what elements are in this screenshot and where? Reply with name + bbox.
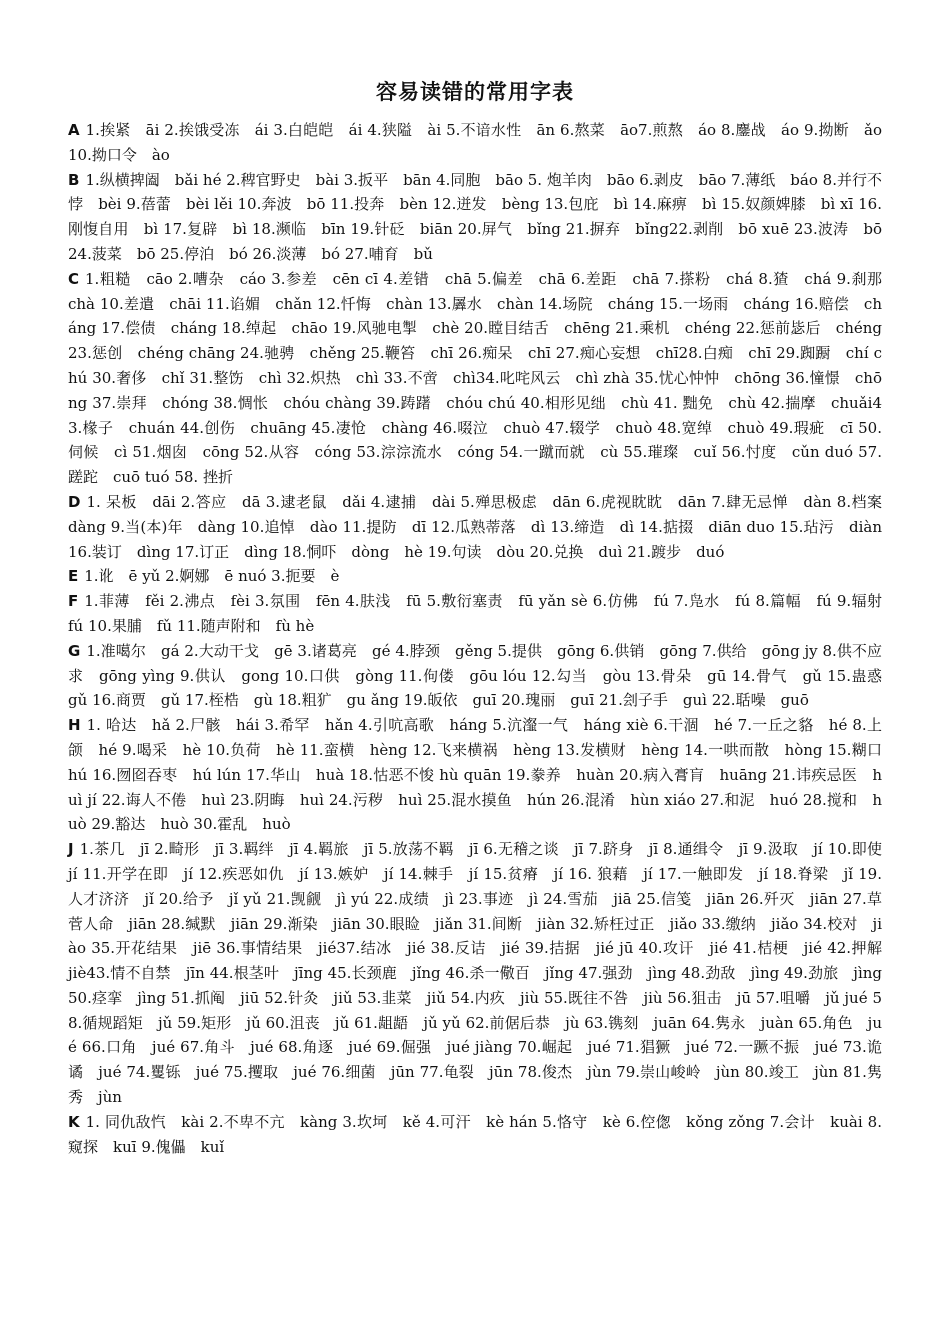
section-a	[68, 118, 882, 168]
section-text: 1.准噶尔 gá 2.大动干戈 gē 3.诸葛亮 gé 4.脖颈 gěng 5.提供 gōng 6.供销 gōng 7.供给 gōng jy 8.供不应求 gōng yìng 9.供认 gong 10.口供 gòng 11.佝偻 gōu lóu 12.勾当 gòu 13.骨朵 gū 14.骨气 gǔ 15.蛊惑 gǔ 16.商贾 gǔ 17.桎梏 gù 18.粗犷 gu ǎng 19.皈依 guī 20.瑰丽 guī 21.刽子手 guì 22.聒噪 guō	[68, 641, 898, 710]
section-text: 1. 呆板 dāi 2.答应 dā 3.逮老鼠 dǎi 4.逮捕 dài 5.殚思极虑 dān 6.虎视眈眈 dān 7.肆无忌惮 dàn 8.档案 dàng 9.当(本)年 dàng 10.追悼 dào 11.提防 dī 12.瓜熟蒂落 dì 13.缔造 dì 14.掂掇 diān duo 15.玷污 diàn 16.装订 dìng 17.订正 dìng 18.恫吓 dòng hè 19.句读 dòu 20.兑换 duì 21.踱步 duó	[68, 492, 898, 561]
section-f	[68, 589, 898, 639]
section-letter: B	[68, 170, 80, 189]
section-text: 1. 哈达 hǎ 2.尸骸 hái 3.希罕 hǎn 4.引吭高歌 háng 5.沆瀣一气 háng xiè 6.干涸 hé 7.一丘之貉 hé 8.上颌 hé 9.喝采 hè 10.负荷 hè 11.蛮横 hèng 12.飞来横祸 hèng 13.发横财 hèng 14.一哄而散 hòng 15.糊口 hú 16.囫囵吞枣 hú lún 17.华山 huà 18.怙恶不悛 hù quān 19.豢养 huàn 20.病入膏肓 huāng 21.讳疾忌医 huì jí 22.诲人不倦 huì 23.阴晦 huì 24.污秽 huì 25.混水摸鱼 hún 26.混淆 hùn xiáo 27.和泥 huó 28.搅和 huò 29.豁达 huò 30.霍乱 huò	[68, 716, 898, 834]
section-letter: J	[68, 840, 74, 859]
section-e	[68, 564, 882, 589]
section-j	[68, 837, 898, 1110]
section-text: 1.纵横捭阖 bǎi hé 2.稗官野史 bài 3.扳平 bān 4.同胞 bāo 5. 炮羊肉 bāo 6.剥皮 bāo 7.薄纸 báo 8.并行不悖 bèi 9.蓓蕾 bèi lěi 10.奔波 bō 11.投奔 bèn 12.迸发 bèng 13.包庇 bì 14.麻痹 bì 15.奴颜婢膝 bì xī 16.刚愎自用 bì 17.复辟 bì 18.濒临 bīn 19.针砭 biān 20.屏气 bǐng 21.摒弃 bǐng22.剥削 bō xuē 23.波涛 bō 24.菠菜 bō 25.停泊 bó 26.淡薄 bó 27.哺育 bǔ	[68, 170, 882, 263]
section-letter: D	[68, 492, 81, 511]
section-h	[68, 713, 898, 837]
section-text: 1. 同仇敌忾 kài 2.不卑不亢 kàng 3.坎坷 kě 4.可汗 kè hán 5.恪守 kè 6.倥偬 kǒng zǒng 7.会计 kuài 8.窥探 kuī 9.傀儡 kuǐ	[68, 1112, 882, 1156]
section-letter: G	[68, 641, 81, 660]
section-letter: K	[68, 1112, 80, 1131]
section-text: 1.粗糙 cāo 2.嘈杂 cáo 3.参差 cēn cī 4.差错 chā 5.偏差 chā 6.差距 chā 7.搽粉 chá 8.猹 chá 9.刹那 chà 10.差遣 chāi 11.谄媚 chǎn 12.忏悔 chàn 13.羼水 chàn 14.场院 cháng 15.一场雨 cháng 16.赔偿 cháng 17.偿债 cháng 18.绰起 chāo 19.风驰电掣 chè 20.瞠目结舌 chēng 21.乘机 chéng 22.惩前毖后 chéng 23.惩创 chéng chāng 24.驰骋 chěng 25.鞭笞 chī 26.痴呆 chī 27.痴心妄想 chī28.白痴 chī 29.踟蹰 chí chú 30.奢侈 chǐ 31.整饬 chì 32.炽热 chì 33.不啻 chì34.叱咤风云 chì zhà 35.忧心忡忡 chōng 36.憧憬 chōng 37.崇拜 chóng 38.惆怅 chóu chàng 39.踌躇 chóu chú 40.相形见绌 chù 41. 黜免 chù 42.揣摩 chuǎi43.椽子 chuán 44.创伤 chuāng 45.凄怆 chàng 46.啜泣 chuò 47.辍学 chuò 48.宽绰 chuò 49.瑕疵 cī 50.伺候 cì 51.烟囱 cōng 52.从容 cóng 53.淙淙流水 cóng 54.一蹴而就 cù 55.璀璨 cuǐ 56.忖度 cǔn duó 57.蹉跎 cuō tuó 58. 挫折	[68, 269, 898, 487]
section-c	[68, 267, 898, 490]
section-d	[68, 490, 898, 564]
section-g	[68, 639, 898, 713]
section-text: 1.茶几 jī 2.畸形 jī 3.羁绊 jī 4.羁旅 jī 5.放荡不羁 jī 6.无稽之谈 jī 7.跻身 jī 8.通缉令 jī 9.汲取 jí 10.即使 jí 11.开学在即 jí 12.疾恶如仇 jí 13.嫉妒 jí 14.棘手 jí 15.贫瘠 jí 16. 狼藉 jí 17.一触即发 jí 18.脊梁 jǐ 19. 人才济济 jǐ 20.给予 jǐ yǔ 21.觊觎 jì yú 22.成绩 jì 23.事迹 jì 24.雪茄 jiā 25.信笺 jiān 26.歼灭 jiān 27.草菅人命 jiān 28.缄默 jiān 29.渐染 jiān 30.眼睑 jiǎn 31.间断 jiàn 32.矫枉过正 jiǎo 33.缴纳 jiǎo 34.校对 jiào 35.开花结果 jiē 36.事情结果 jié37.结冰 jié 38.反诘 jié 39.拮据 jié jū 40.攻讦 jié 41.桔梗 jié 42.押解 jiè43.情不自禁 jīn 44.根茎叶 jīng 45.长颈鹿 jǐng 46.杀一儆百 jǐng 47.强劲 jìng 48.劲敌 jìng 49.劲旅 jìng 50.痉挛 jìng 51.抓阄 jiū 52.针灸 jiǔ 53.韭菜 jiǔ 54.内疚 jiù 55.既往不咎 jiù 56.狙击 jū 57.咀嚼 jǔ jué 58.循规蹈矩 jǔ 59.矩形 jǔ 60.沮丧 jǔ 61.龃龉 jǔ yǔ 62.前倨后恭 jù 63.镌刻 juān 64.隽永 juàn 65.角色 jué 66.口角 jué 67.角斗 jué 68.角逐 jué 69.倔强 jué jiàng 70.崛起 jué 71.猖獗 jué 72.一蹶不振 jué 73.诡谲 jué 74.矍铄 jué 75.攫取 jué 76.细菌 jūn 77.龟裂 jūn 78.俊杰 jùn 79.崇山峻岭 jùn 80.竣工 jùn 81.隽秀 jùn	[68, 840, 898, 1107]
section-letter: H	[68, 716, 81, 735]
section-text: 1.菲薄 fěi 2.沸点 fèi 3.氛围 fēn 4.肤浅 fū 5.敷衍塞责 fū yǎn sè 6.仿佛 fú 7.凫水 fú 8.篇幅 fú 9.辐射 fú 10.果脯 fǔ 11.随声附和 fù hè	[68, 592, 898, 635]
section-b	[68, 168, 882, 267]
section-text: 1.挨紧 āi 2.挨饿受冻 ái 3.白皑皑 ái 4.狭隘 ài 5.不谙水性 ān 6.熬菜 āo7.煎熬 áo 8.鏖战 áo 9.拗断 ǎo 10.拗口令 ào	[68, 121, 882, 164]
section-letter: A	[68, 121, 80, 139]
section-k	[68, 1110, 882, 1160]
section-letter: C	[68, 269, 80, 288]
character-list	[68, 118, 898, 1159]
section-text: 1.讹 ē yǔ 2.婀娜 ē nuó 3.扼要 è	[84, 567, 340, 586]
section-letter: F	[68, 592, 79, 611]
page-title: 容易读错的常用字表	[376, 80, 574, 104]
section-letter: E	[68, 567, 79, 586]
